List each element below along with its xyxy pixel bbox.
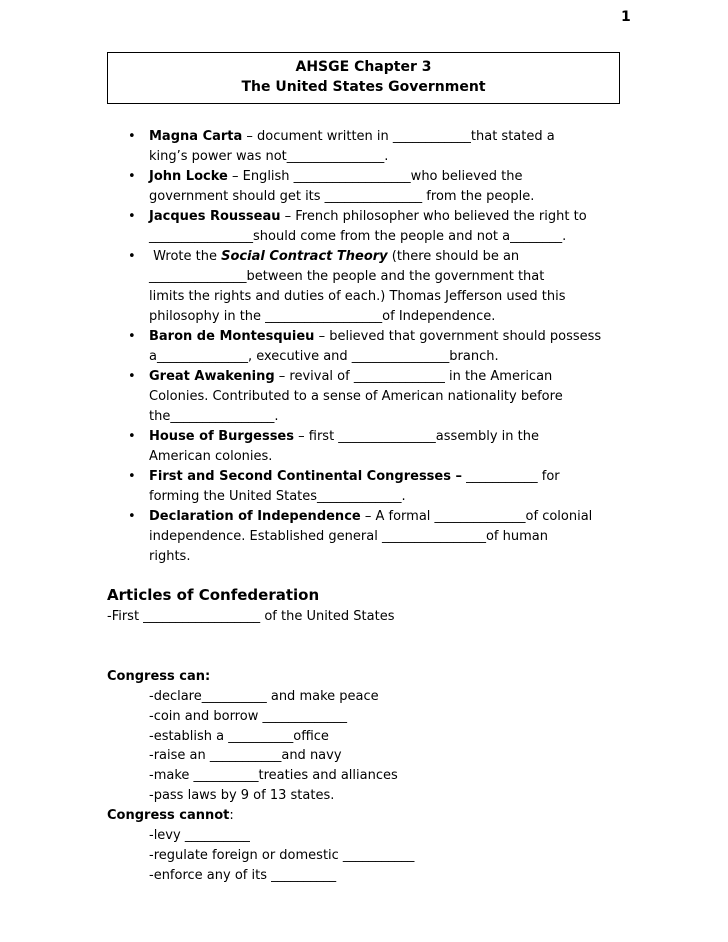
item-text: independence. Established general ________________of human — [149, 529, 548, 544]
title-box — [107, 52, 620, 104]
item-text: the________________. — [149, 409, 279, 424]
title-line-1: AHSGE Chapter 3 — [295, 59, 432, 75]
bullet-icon: • — [128, 429, 136, 444]
item-text: philosophy in the __________________of Independence. — [149, 309, 496, 324]
bullet-icon: • — [128, 329, 136, 344]
list-item — [128, 247, 628, 327]
list-item — [128, 207, 628, 247]
list-item — [128, 467, 628, 507]
list-item: -coin and borrow _____________ — [149, 709, 347, 724]
congress-cannot-heading — [107, 806, 234, 826]
item-text: Colonies. Contributed to a sense of American nationality before — [149, 389, 563, 404]
bullet-icon: • — [128, 249, 136, 264]
term: Baron de Montesquieu — [149, 329, 315, 344]
item-text: – English __________________who believed the — [227, 169, 523, 184]
congress-can-heading: Congress can: — [107, 669, 211, 684]
list-item — [128, 167, 628, 207]
heading-colon: : — [229, 808, 234, 823]
item-text: (there should be an — [387, 249, 520, 264]
item-text: _______________between the people and the government that — [149, 269, 545, 284]
list-item — [128, 367, 628, 427]
item-text: rights. — [149, 549, 191, 564]
item-text: – believed that government should possess — [314, 329, 602, 344]
term: John Locke — [149, 169, 228, 184]
item-text: – French philosopher who believed the right to — [280, 209, 587, 224]
title-line-2: The United States Government — [241, 79, 486, 95]
term: First and Second Continental Congresses – — [149, 469, 462, 484]
bullet-icon: • — [128, 169, 136, 184]
bullet-icon: • — [128, 129, 136, 144]
term: Great Awakening — [149, 369, 275, 384]
list-item — [128, 427, 628, 467]
list-item — [128, 127, 628, 167]
item-text: ___________ for — [462, 469, 560, 484]
bullet-list — [128, 127, 628, 567]
list-item: -declare__________ and make peace — [149, 689, 379, 704]
list-item — [128, 507, 628, 567]
item-text: Wrote the — [149, 249, 222, 264]
list-item: -pass laws by 9 of 13 states. — [149, 788, 335, 803]
list-item — [128, 327, 628, 367]
item-text: limits the rights and duties of each.) Thomas Jefferson used this — [149, 289, 566, 304]
item-text: government should get its _______________ from the people. — [149, 189, 535, 204]
list-item: -levy __________ — [149, 828, 250, 843]
list-item: -regulate foreign or domestic ___________ — [149, 848, 415, 863]
page-number: 1 — [621, 9, 631, 25]
section-heading: Articles of Confederation — [107, 586, 320, 604]
item-text: – revival of ______________ in the American — [274, 369, 553, 384]
item-text: a______________, executive and _______________branch. — [149, 349, 499, 364]
first-line: -First __________________ of the United States — [107, 609, 395, 624]
item-text: ________________should come from the people and not a________. — [149, 229, 567, 244]
heading-text: Congress cannot — [107, 808, 230, 823]
term: Social Contract Theory — [221, 249, 388, 264]
term: House of Burgesses — [149, 429, 294, 444]
list-item: -raise an ___________and navy — [149, 748, 342, 763]
item-text: forming the United States_____________. — [149, 489, 406, 504]
term: Magna Carta — [149, 129, 243, 144]
list-item: -enforce any of its __________ — [149, 868, 337, 883]
item-text: American colonies. — [149, 449, 273, 464]
bullet-icon: • — [128, 209, 136, 224]
list-item: -make __________treaties and alliances — [149, 768, 398, 783]
bullet-icon: • — [128, 469, 136, 484]
item-text: – first _______________assembly in the — [294, 429, 539, 444]
bullet-icon: • — [128, 509, 136, 524]
list-item: -establish a __________office — [149, 729, 329, 744]
term: Jacques Rousseau — [149, 209, 281, 224]
item-text: – document written in ____________that stated a — [242, 129, 555, 144]
bullet-icon: • — [128, 369, 136, 384]
item-text: – A formal ______________of colonial — [360, 509, 593, 524]
item-text: king’s power was not_______________. — [149, 149, 389, 164]
term: Declaration of Independence — [149, 509, 361, 524]
